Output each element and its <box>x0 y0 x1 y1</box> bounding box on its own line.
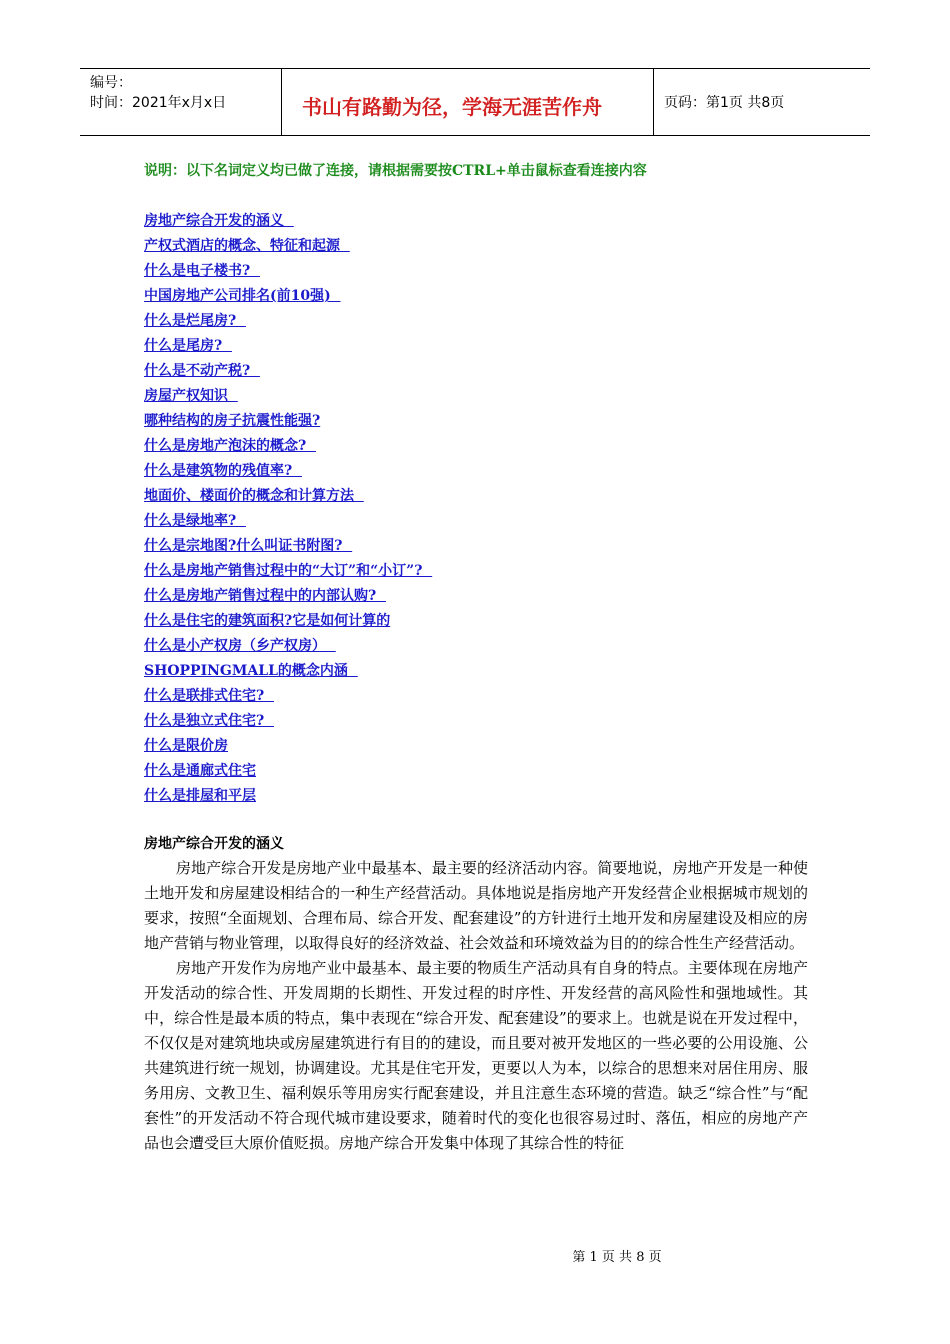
toc-item <box>144 560 432 585</box>
toc-link[interactable]: 什么是烂尾房? <box>144 313 246 329</box>
toc-item <box>144 710 432 735</box>
header-page-cell <box>654 69 870 135</box>
toc-item <box>144 410 432 435</box>
toc-link[interactable]: 什么是电子楼书? <box>144 263 260 279</box>
section-body <box>144 856 808 1156</box>
toc-item <box>144 335 432 360</box>
toc-link[interactable]: 什么是独立式住宅? <box>144 713 274 729</box>
toc-link[interactable]: 什么是房地产销售过程中的内部认购? <box>144 588 386 604</box>
toc-item <box>144 360 432 385</box>
instruction-note: 说明：以下名词定义均已做了连接，请根据需要按CTRL+单击鼠标查看连接内容 <box>144 163 647 179</box>
toc-link[interactable]: SHOPPINGMALL的概念内涵 <box>144 663 358 679</box>
document-date: 时间：2021年x月x日 <box>90 95 227 111</box>
section-title: 房地产综合开发的涵义 <box>144 836 284 852</box>
toc-link[interactable]: 地面价、楼面价的概念和计算方法 <box>144 488 364 504</box>
toc-item <box>144 685 432 710</box>
toc-link[interactable]: 什么是宗地图?什么叫证书附图? <box>144 538 353 554</box>
header-meta-cell <box>80 69 282 135</box>
toc-link[interactable]: 什么是通廊式住宅 <box>144 763 256 779</box>
toc-item <box>144 635 432 660</box>
toc-link[interactable]: 什么是房地产泡沫的概念? <box>144 438 316 454</box>
toc-item <box>144 285 432 310</box>
header-motto: 书山有路勤为径，学海无涯苦作舟 <box>302 94 602 119</box>
page-footer: 第 1 页 共 8 页 <box>572 1250 662 1265</box>
toc-link[interactable]: 什么是联排式住宅? <box>144 688 274 704</box>
toc-item <box>144 235 432 260</box>
toc-item <box>144 585 432 610</box>
header-motto-cell <box>282 69 654 135</box>
toc-link[interactable]: 什么是排屋和平层 <box>144 788 256 804</box>
toc-item <box>144 660 432 685</box>
toc-link[interactable]: 中国房地产公司排名(前10强) <box>144 288 341 304</box>
toc-link[interactable]: 什么是建筑物的残值率? <box>144 463 302 479</box>
body-paragraph: 房地产综合开发是房地产业中最基本、最主要的经济活动内容。简要地说，房地产开发是一种使土地开发和房屋建设相结合的一种生产经营活动。具体地说是指房地产开发经营企业根据城市规划的要求，按照“全面规划、合理布局、综合开发、配套建设”的方针进行土地开发和房屋建设及相应的房地产营销与物业管理，以取得良好的经济效益、社会效益和环境效益为目的的综合性生产经营活动。 <box>144 859 808 952</box>
toc-link-list <box>144 210 432 810</box>
document-number: 编号： <box>90 75 132 91</box>
toc-item <box>144 760 432 785</box>
toc-item <box>144 735 432 760</box>
toc-item <box>144 485 432 510</box>
toc-link[interactable]: 什么是小产权房（乡产权房） <box>144 638 336 654</box>
toc-link[interactable]: 什么是不动产税? <box>144 363 260 379</box>
toc-link[interactable]: 什么是房地产销售过程中的“大订”和“小订”? <box>144 563 433 579</box>
header-page-info: 页码：第1页 共8页 <box>664 95 785 111</box>
toc-link[interactable]: 房地产综合开发的涵义 <box>144 213 294 229</box>
toc-item <box>144 385 432 410</box>
toc-item <box>144 260 432 285</box>
toc-item <box>144 610 432 635</box>
toc-item <box>144 460 432 485</box>
toc-item <box>144 510 432 535</box>
body-paragraph: 房地产开发作为房地产业中最基本、最主要的物质生产活动具有自身的特点。主要体现在房地产开发活动的综合性、开发周期的长期性、开发过程的时序性、开发经营的高风险性和强地域性。其中，综合性是最本质的特点，集中表现在“综合开发、配套建设”的要求上。也就是说在开发过程中，不仅仅是对建筑地块或房屋建筑进行有目的的建设，而且要对被开发地区的一些必要的公用设施、公共建筑进行统一规划，协调建设。尤其是住宅开发，更要以人为本，以综合的思想来对居住用房、服务用房、文教卫生、福利娱乐等用房实行配套建设，并且注意生态环境的营造。缺乏“综合性”与“配套性”的开发活动不符合现代城市建设要求，随着时代的变化也很容易过时、落伍，相应的房地产产品也会遭受巨大原价值贬损。房地产综合开发集中体现了其综合性的特征 <box>144 959 808 1152</box>
toc-link[interactable]: 产权式酒店的概念、特征和起源 <box>144 238 350 254</box>
toc-link[interactable]: 什么是住宅的建筑面积?它是如何计算的 <box>144 613 391 629</box>
toc-link[interactable]: 什么是尾房? <box>144 338 232 354</box>
toc-link[interactable]: 哪种结构的房子抗震性能强? <box>144 413 321 429</box>
toc-link[interactable]: 什么是限价房 <box>144 738 228 754</box>
toc-item <box>144 210 432 235</box>
toc-item <box>144 785 432 810</box>
toc-link[interactable]: 房屋产权知识 <box>144 388 238 404</box>
toc-item <box>144 535 432 560</box>
toc-link[interactable]: 什么是绿地率? <box>144 513 246 529</box>
toc-item <box>144 435 432 460</box>
document-header <box>80 68 870 136</box>
toc-item <box>144 310 432 335</box>
